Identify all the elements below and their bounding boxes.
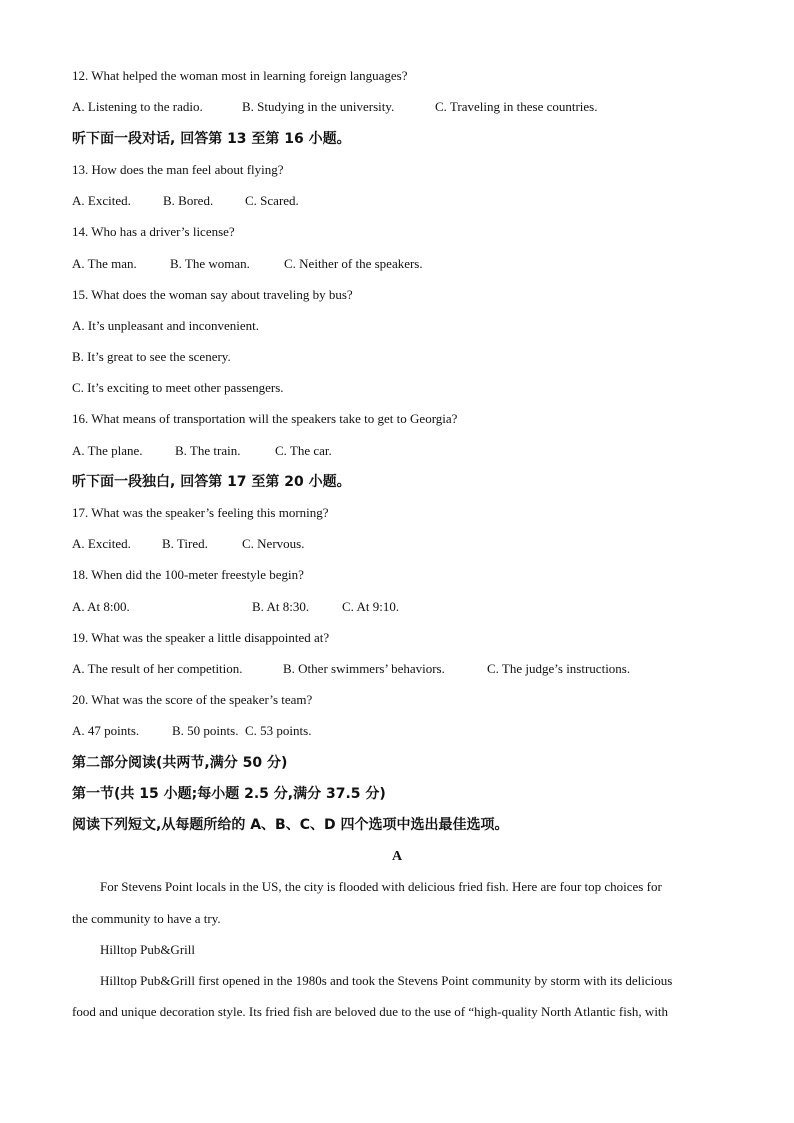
option-c: C. Neither of the speakers.: [284, 256, 423, 271]
question-15: 15. What does the woman say about traveling by bus?: [72, 287, 353, 302]
question-19: 19. What was the speaker a little disappointed at?: [72, 630, 330, 645]
question-13: 13. How does the man feel about flying?: [72, 162, 284, 177]
option-b: B. Other swimmers’ behaviors.: [283, 661, 445, 676]
question-12-options: [72, 99, 598, 115]
question-15-option-b: B. It’s great to see the scenery.: [72, 349, 231, 364]
passage-subheading: Hilltop Pub&Grill: [100, 942, 195, 957]
section-one-title: 第一节(共 15 小题;每小题 2.5 分,满分 37.5 分): [72, 786, 386, 802]
option-b: B. Tired.: [162, 536, 208, 551]
option-b: B. Studying in the university.: [242, 99, 395, 114]
option-a: A. Excited.: [72, 536, 131, 551]
question-16-options: [72, 443, 332, 459]
option-a: A. Listening to the radio.: [72, 99, 203, 114]
passage-paragraph-2-line-1: Hilltop Pub&Grill first opened in the 1980s and took the Stevens Point community by storm with its delicious: [100, 973, 673, 988]
option-c: C. Nervous.: [242, 536, 305, 551]
option-a: A. At 8:00.: [72, 599, 130, 614]
question-20: 20. What was the score of the speaker’s team?: [72, 692, 313, 707]
question-18-options: [72, 599, 399, 615]
passage-paragraph-1-line-2: the community to have a try.: [72, 911, 221, 926]
question-17-options: [72, 536, 304, 552]
question-13-options: [72, 193, 299, 209]
question-20-options: [72, 723, 311, 739]
option-b: B. 50 points.: [172, 723, 239, 738]
option-a: A. 47 points.: [72, 723, 140, 738]
option-b: B. The train.: [175, 443, 241, 458]
question-15-option-a: A. It’s unpleasant and inconvenient.: [72, 318, 260, 333]
question-18: 18. When did the 100-meter freestyle begin?: [72, 567, 304, 582]
question-14-options: [72, 256, 423, 272]
option-c: C. Traveling in these countries.: [435, 99, 598, 114]
question-19-options: [72, 661, 630, 677]
option-c: C. Scared.: [245, 193, 299, 208]
reading-instruction: 阅读下列短文,从每题所给的 A、B、C、D 四个选项中选出最佳选项。: [72, 817, 509, 833]
option-a: A. The result of her competition.: [72, 661, 243, 676]
part-two-title: 第二部分阅读(共两节,满分 50 分): [72, 755, 288, 771]
option-b: B. At 8:30.: [252, 599, 310, 614]
question-16: 16. What means of transportation will the speakers take to get to Georgia?: [72, 411, 458, 426]
option-c: C. 53 points.: [245, 723, 312, 738]
passage-paragraph-1-line-1: For Stevens Point locals in the US, the city is flooded with delicious fried fish. Here are four top choices for: [100, 879, 662, 894]
question-17: 17. What was the speaker’s feeling this morning?: [72, 505, 329, 520]
question-15-option-c: C. It’s exciting to meet other passengers.: [72, 380, 284, 395]
option-c: C. At 9:10.: [342, 599, 400, 614]
option-a: A. The man.: [72, 256, 137, 271]
passage-paragraph-2-line-2: food and unique decoration style. Its fried fish are beloved due to the use of “high-quality North Atlantic fish, with: [72, 1004, 669, 1019]
section-heading-17-20: 听下面一段独白, 回答第 17 至第 20 小题。: [72, 474, 351, 490]
option-c: C. The car.: [275, 443, 332, 458]
question-12: 12. What helped the woman most in learning foreign languages?: [72, 68, 408, 83]
option-a: A. Excited.: [72, 193, 131, 208]
option-b: B. Bored.: [163, 193, 214, 208]
option-b: B. The woman.: [170, 256, 250, 271]
option-a: A. The plane.: [72, 443, 143, 458]
passage-label: A: [391, 849, 403, 864]
option-c: C. The judge’s instructions.: [487, 661, 631, 676]
section-heading-13-16: 听下面一段对话, 回答第 13 至第 16 小题。: [72, 131, 351, 147]
question-14: 14. Who has a driver’s license?: [72, 224, 235, 239]
